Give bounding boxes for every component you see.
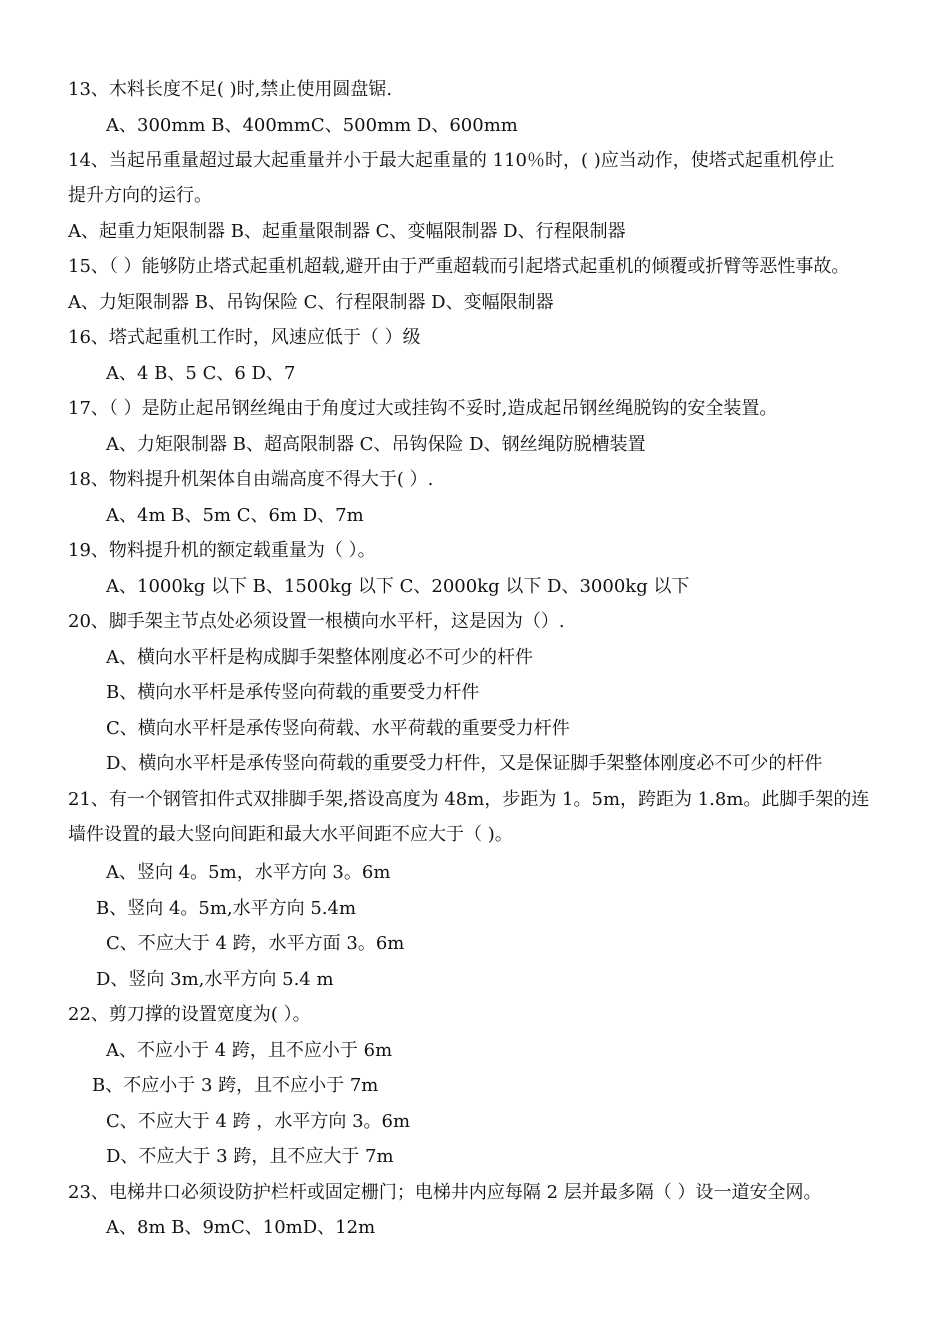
question-22-option-c: C、不应大于 4 跨 ，水平方向 3。6m: [106, 1111, 411, 1132]
question-21-option-c: C、不应大于 4 跨，水平方面 3。6m: [106, 933, 405, 954]
question-22-option-a: A、不应小于 4 跨，且不应小于 6m: [106, 1040, 393, 1061]
question-17: 17、（ ）是防止起吊钢丝绳由于角度过大或挂钩不妥时,造成起吊钢丝绳脱钩的安全装置。: [68, 398, 778, 419]
question-21-option-a: A、竖向 4。5m，水平方向 3。6m: [106, 862, 391, 883]
question-15-options: A、力矩限制器 B、吊钩保险 C、行程限制器 D、变幅限制器: [68, 292, 554, 313]
question-17-options: A、力矩限制器 B、超高限制器 C、吊钩保险 D、钢丝绳防脱槽装置: [106, 434, 646, 455]
question-13-options: A、300mm B、400mmC、500mm D、600mm: [106, 115, 518, 136]
question-20-option-c: C、横向水平杆是承传竖向荷载、水平荷载的重要受力杆件: [106, 718, 570, 739]
question-14-continued: 提升方向的运行。: [68, 185, 212, 206]
question-20-option-d: D、横向水平杆是承传竖向荷载的重要受力杆件，又是保证脚手架整体刚度必不可少的杆件: [106, 753, 823, 774]
question-23-options: A、8m B、9mC、10mD、12m: [106, 1217, 376, 1238]
question-19-options: A、1000kg 以下 B、1500kg 以下 C、2000kg 以下 D、3000kg 以下: [106, 576, 690, 597]
question-16: 16、塔式起重机工作时，风速应低于（ ）级: [68, 327, 421, 348]
question-18-options: A、4m B、5m C、6m D、7m: [106, 505, 364, 526]
question-21-continued: 墙件设置的最大竖向间距和最大水平间距不应大于（ )。: [68, 824, 513, 845]
question-21-option-d: D、竖向 3m,水平方向 5.4 m: [96, 969, 334, 990]
question-20-option-a: A、横向水平杆是构成脚手架整体刚度必不可少的杆件: [106, 647, 533, 668]
question-14: 14、当起吊重量超过最大起重量并小于最大起重量的 110％时，( )应当动作，使塔式起重机停止: [68, 150, 835, 171]
question-15: 15、（ ）能够防止塔式起重机超载,避开由于严重超载而引起塔式起重机的倾覆或折臂等恶性事故。: [68, 256, 850, 277]
question-16-options: A、4 B、5 C、6 D、7: [106, 363, 296, 384]
question-14-options: A、起重力矩限制器 B、起重量限制器 C、变幅限制器 D、行程限制器: [68, 221, 626, 242]
question-21: 21、有一个钢管扣件式双排脚手架,搭设高度为 48m，步距为 1。5m，跨距为 1.8m。此脚手架的连: [68, 789, 870, 810]
question-22-option-d: D、不应大于 3 跨，且不应大于 7m: [106, 1146, 394, 1167]
question-22: 22、剪刀撑的设置宽度为( ）。: [68, 1004, 311, 1025]
question-20-option-b: B、横向水平杆是承传竖向荷载的重要受力杆件: [106, 682, 480, 703]
question-13: 13、木料长度不足( )时,禁止使用圆盘锯.: [68, 79, 393, 100]
question-23: 23、电梯井口必须设防护栏杆或固定栅门；电梯井内应每隔 2 层并最多隔（ ）设一道安全网。: [68, 1182, 822, 1203]
question-22-option-b: B、不应小于 3 跨，且不应小于 7m: [92, 1075, 379, 1096]
question-19: 19、物料提升机的额定载重量为（ ）。: [68, 540, 376, 561]
question-21-option-b: B、竖向 4。5m,水平方向 5.4m: [96, 898, 357, 919]
question-20: 20、脚手架主节点处必须设置一根横向水平杆，这是因为（）.: [68, 611, 565, 632]
question-18: 18、物料提升机架体自由端高度不得大于( ）.: [68, 469, 434, 490]
